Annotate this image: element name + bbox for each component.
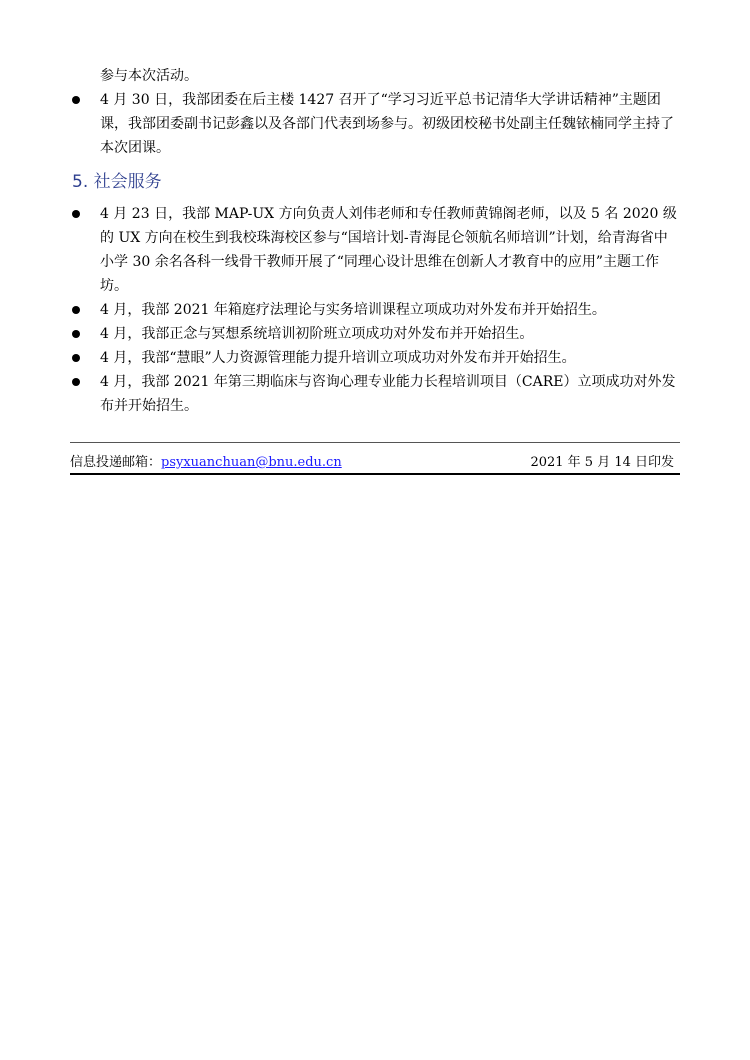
list-item: [70, 88, 680, 160]
footer-contact: [70, 451, 342, 470]
email-link[interactable]: psyxuanchuan@bnu.edu.cn: [161, 455, 342, 470]
list-item-text: 4 月，我部正念与冥想系统培训初阶班立项成功对外发布并开始招生。: [100, 326, 534, 342]
bullet-icon: [72, 354, 80, 362]
list-item-text: 4 月，我部 2021 年第三期临床与咨询心理专业能力长程培训项目（CARE）立项成功对外发布并开始招生。: [100, 374, 676, 414]
list-item-text: 4 月，我部“慧眼”人力资源管理能力提升培训立项成功对外发布并开始招生。: [100, 350, 576, 366]
document-body: [70, 64, 680, 418]
list-item-text: 4 月 23 日，我部 MAP-UX 方向负责人刘伟老师和专任教师黄锦阁老师，以及 5 名 2020 级的 UX 方向在校生到我校珠海校区参与“国培计划-青海昆仑领航名师培训”计划，给青海省中小学 30 余名各科一线骨干教师开展了“同理心设计思维在创新人才教育中的应用”主题工作坊。: [100, 206, 677, 294]
list-item: [70, 370, 680, 418]
footer: [70, 442, 680, 475]
continued-paragraph: 参与本次活动。: [100, 68, 198, 84]
list-item: [70, 202, 680, 298]
list-item: [70, 298, 680, 322]
list-item: [70, 322, 680, 346]
bullet-icon: [72, 96, 80, 104]
section-heading: 5. 社会服务: [72, 172, 162, 192]
print-date: 2021 年 5 月 14 日印发: [530, 455, 674, 470]
list-item: [70, 346, 680, 370]
bullet-icon: [72, 378, 80, 386]
bullet-icon: [72, 306, 80, 314]
list-item-text: 4 月 30 日，我部团委在后主楼 1427 召开了“学习习近平总书记清华大学讲话精神”主题团课，我部团委副书记彭鑫以及各部门代表到场参与。初级团校秘书处副主任魏铱楠同学主持了本次团课。: [100, 92, 674, 156]
bullet-icon: [72, 210, 80, 218]
bullet-icon: [72, 330, 80, 338]
list-item-text: 4 月，我部 2021 年箱庭疗法理论与实务培训课程立项成功对外发布并开始招生。: [100, 302, 606, 318]
footer-label: 信息投递邮箱：: [70, 455, 162, 470]
